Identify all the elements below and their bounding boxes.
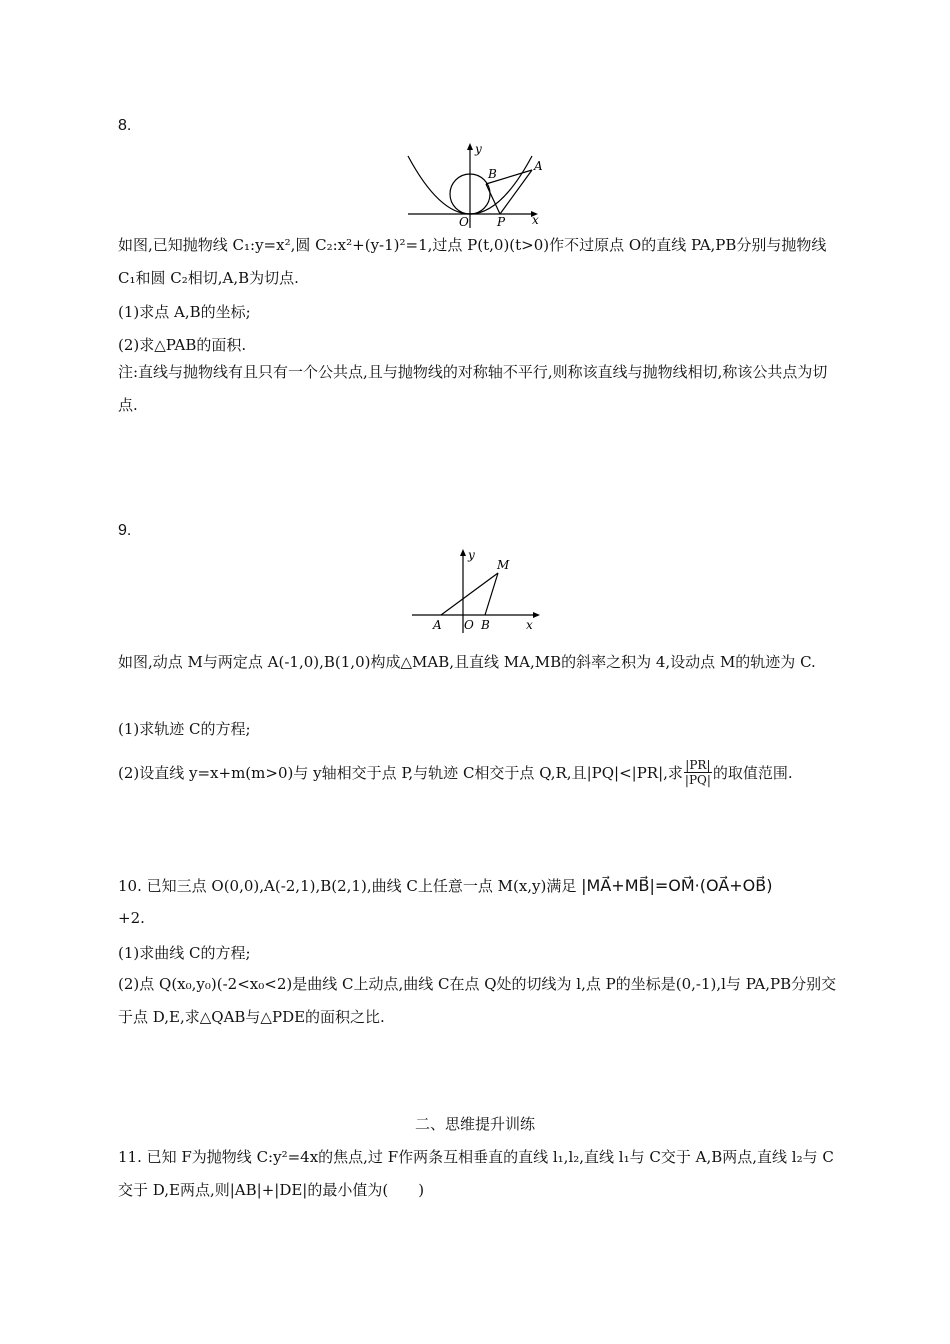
q9-stem: 如图,动点 M与两定点 A(-1,0),B(1,0)构成△MAB,且直线 MA,MB的斜率之积为 4,设动点 M的轨迹为 C.: [118, 653, 816, 671]
q9-label-B: B: [481, 618, 490, 632]
q8-sub2: (2)求△PAB的面积.: [118, 336, 247, 354]
q8-figure: [400, 140, 550, 234]
q9-figure: [408, 545, 553, 639]
q8-stem: 如图,已知抛物线 C₁:y=x²,圆 C₂:x²+(y-1)²=1,过点 P(t,0)(t>0)作不过原点 O的直线 PA,PB分别与抛物线 C₁和圆 C₂相切,A,B为切点.: [118, 236, 827, 287]
q9-label-x: x: [526, 618, 533, 632]
q10-vector-expression: |MA⃗+MB⃗|=OM⃗·(OA⃗+OB⃗): [581, 876, 773, 895]
q9-line-MA: [441, 573, 498, 615]
q10-stem-line2: +2.: [118, 909, 145, 927]
q9-label-O: O: [464, 618, 474, 632]
q10-sub1: (1)求曲线 C的方程;: [118, 944, 251, 962]
q9-sub2-post: 的取值范围.: [712, 764, 793, 782]
q8-note: 注:直线与抛物线有且只有一个公共点,且与抛物线的对称轴不平行,则称该直线与抛物线相切,称该公共点为切点.: [118, 363, 828, 414]
q8-label-x: x: [532, 213, 539, 227]
q8-y-arrow: [467, 143, 473, 150]
q9-sub2-pre: (2)设直线 y=x+m(m>0)与 y轴相交于点 P,与轨迹 C相交于点 Q,R,且|PQ|<|PR|,求: [118, 764, 683, 782]
q9-frac-denominator: |PQ|: [684, 773, 711, 787]
q8-label-B: B: [488, 167, 497, 181]
q11-stem: 11. 已知 F为抛物线 C:y²=4x的焦点,过 F作两条互相垂直的直线 l₁,l₂,直线 l₁与 C交于 A,B两点,直线 l₂与 C交于 D,E两点,则|AB|+|DE|的最小值为( ): [118, 1148, 834, 1199]
question-8-number: 8.: [118, 117, 132, 134]
q9-sub2: [118, 758, 793, 787]
q8-label-P: P: [497, 215, 506, 229]
q8-label-A: A: [534, 159, 543, 173]
question-9-number: 9.: [118, 522, 132, 539]
q9-frac-numerator: |PR|: [685, 758, 711, 772]
section-title: 二、思维提升训练: [414, 1115, 535, 1133]
q9-fraction: [684, 758, 712, 787]
q9-sub1: (1)求轨迹 C的方程;: [118, 720, 251, 738]
q9-label-y: y: [468, 548, 475, 562]
q8-line-PA: [500, 170, 532, 214]
q10-sub2: (2)点 Q(x₀,y₀)(-2<x₀<2)是曲线 C上动点,曲线 C在点 Q处的切线为 l,点 P的坐标是(0,-1),l与 PA,PB分别交于点 D,E,求△QAB与△PDE的面积之比.: [118, 975, 837, 1026]
q10-stem-line1: [118, 875, 772, 896]
q9-y-arrow: [460, 549, 466, 556]
q8-sub1: (1)求点 A,B的坐标;: [118, 303, 251, 321]
q8-label-y: y: [475, 142, 482, 156]
q9-line-MB: [485, 573, 498, 615]
q9-x-arrow: [533, 612, 540, 618]
q9-label-M: M: [497, 558, 510, 572]
q9-label-A: A: [433, 618, 442, 632]
q10-stem-pre: 10. 已知三点 O(0,0),A(-2,1),B(2,1),曲线 C上任意一点 M(x,y)满足: [118, 877, 577, 895]
q8-label-O: O: [459, 215, 469, 229]
